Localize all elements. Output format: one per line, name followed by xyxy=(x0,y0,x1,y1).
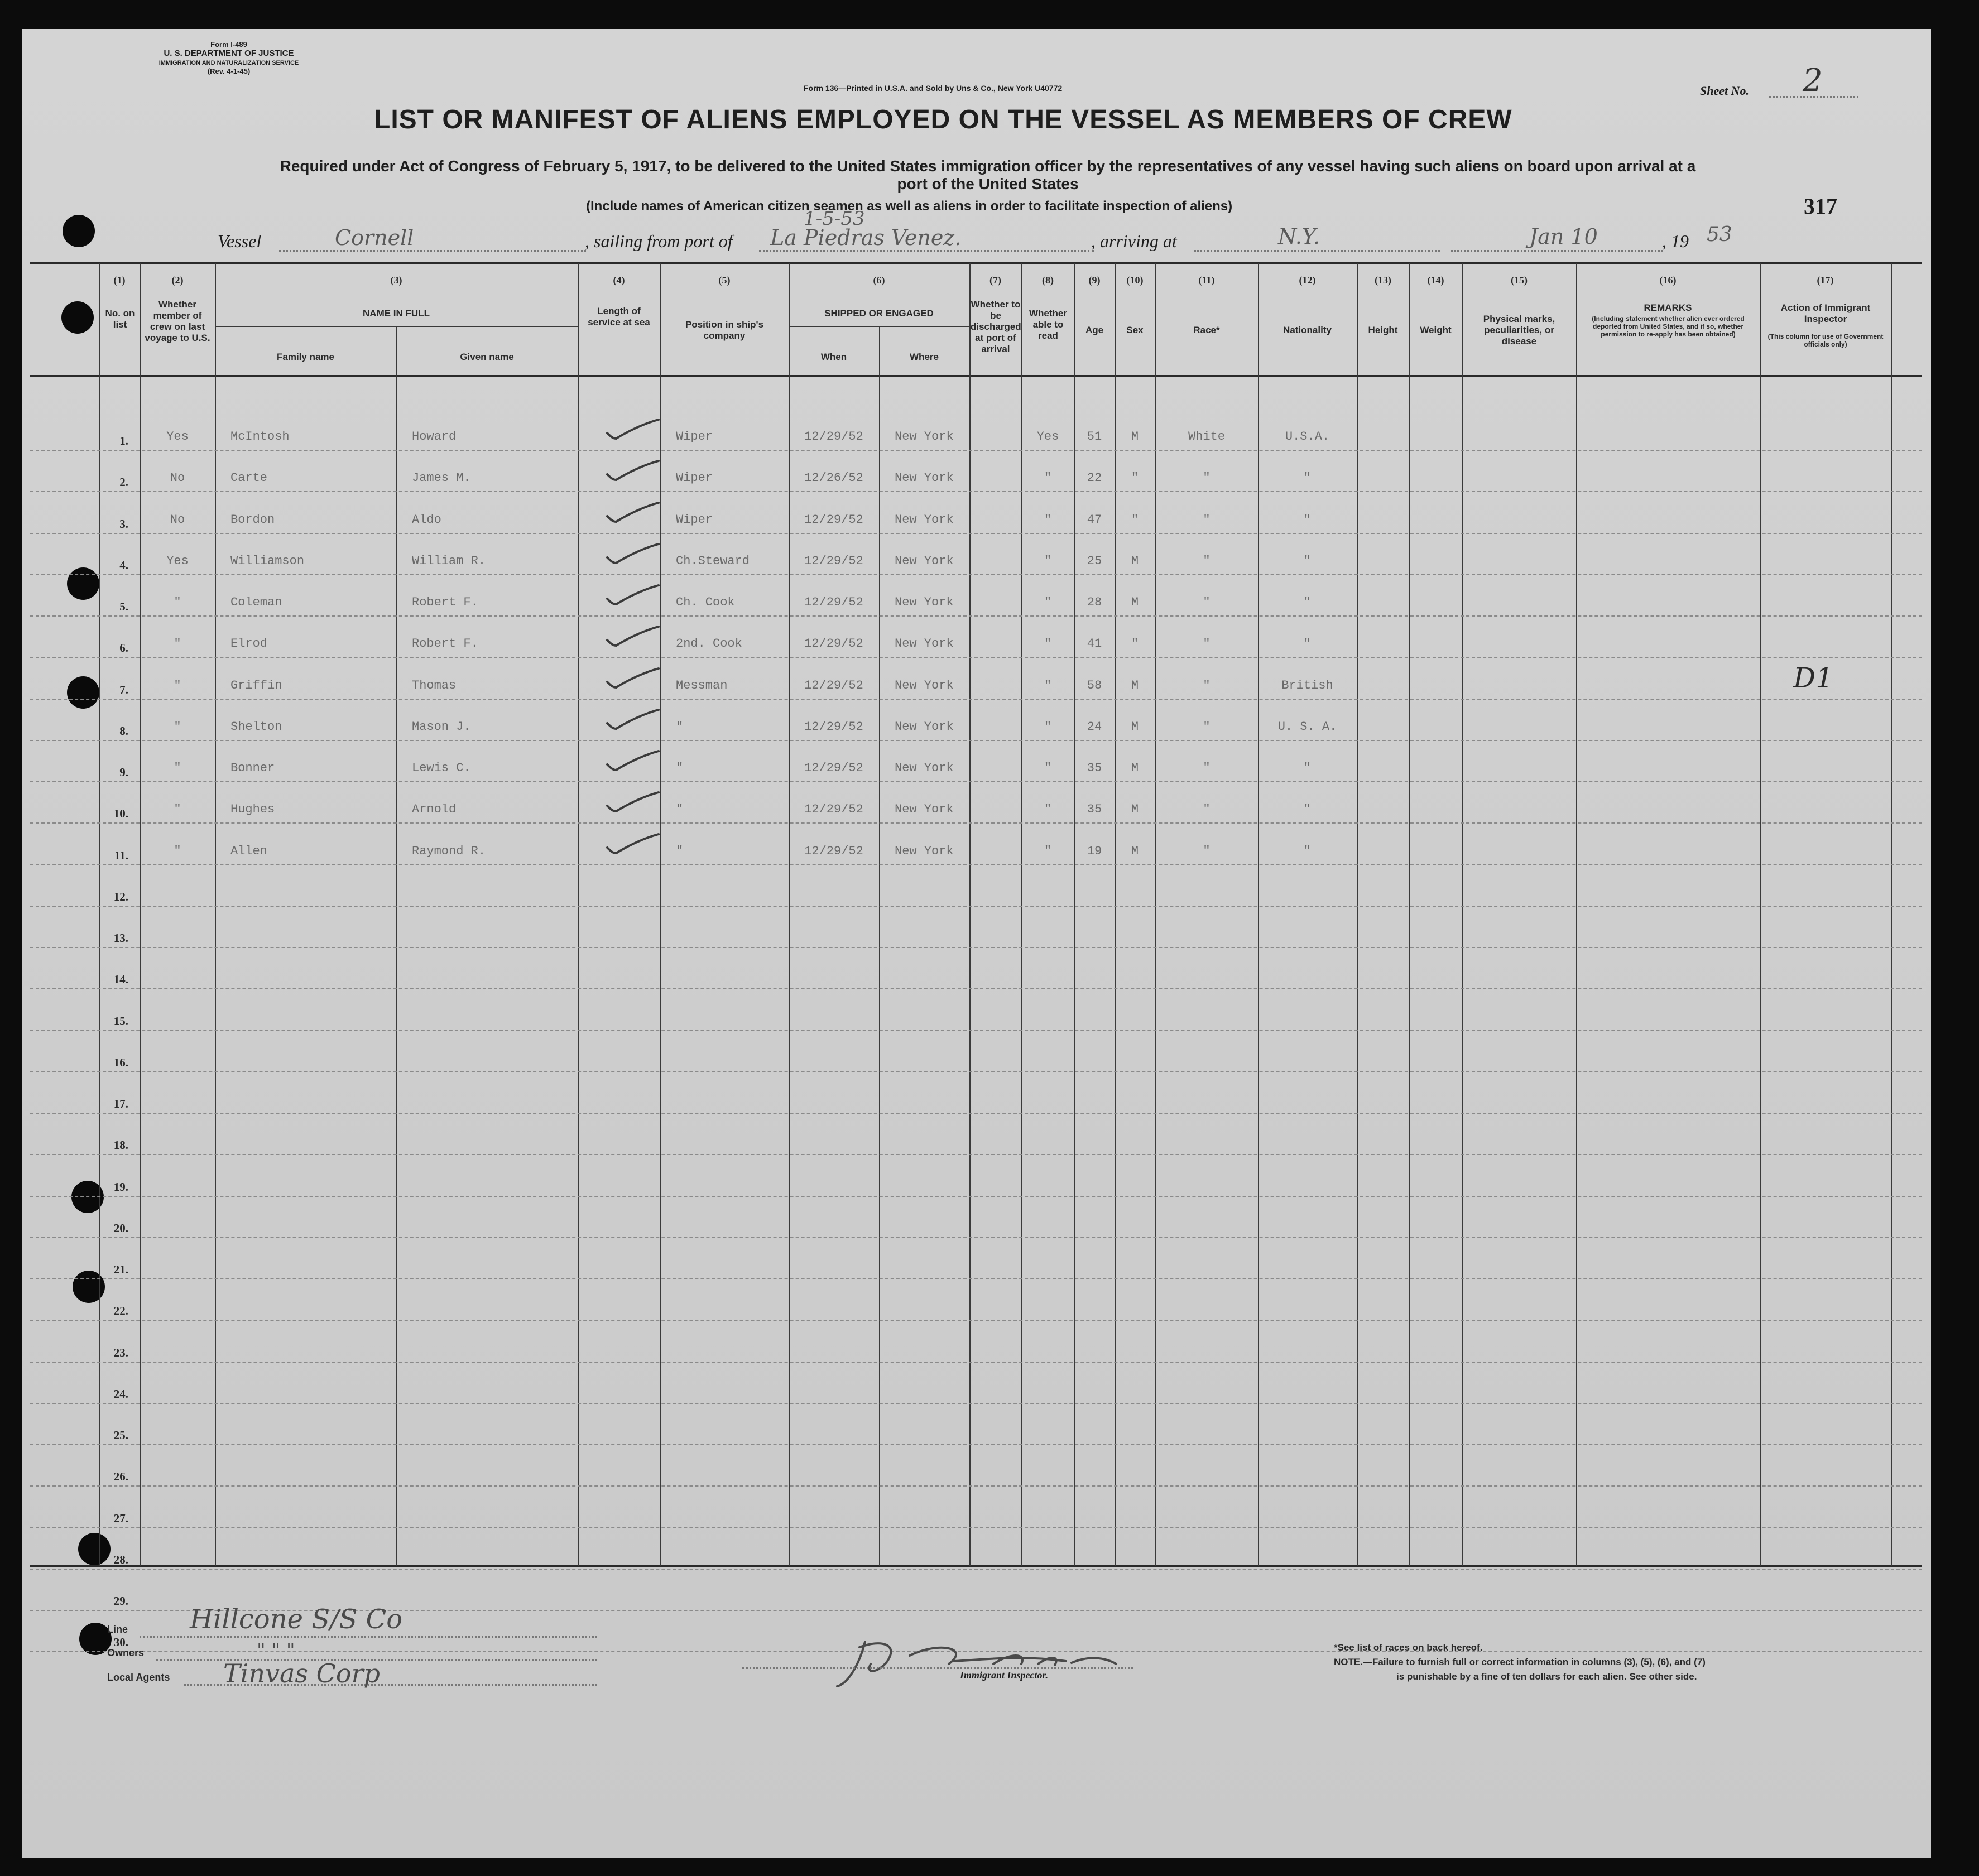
cell-when: 12/29/52 xyxy=(804,678,863,692)
cell-age: 58 xyxy=(1087,678,1102,692)
cell-age: 24 xyxy=(1087,719,1102,734)
cell-where: New York xyxy=(895,554,954,568)
cell-when: 12/26/52 xyxy=(804,471,863,485)
col-num-6: (6) xyxy=(873,275,885,286)
punch-hole xyxy=(63,215,95,247)
arrival-date: Jan 10 xyxy=(1529,224,1598,249)
cell-read: " xyxy=(1044,678,1052,692)
row-rule xyxy=(30,988,1922,989)
checkmark-icon xyxy=(603,458,664,485)
row-number: 17. xyxy=(113,1097,128,1110)
cell-pos: Wiper xyxy=(676,512,713,527)
cell-sex: M xyxy=(1131,430,1139,444)
col-label-weight: Weight xyxy=(1420,325,1452,335)
col-label-crew: Whether member of crew on last voyage to U.S. xyxy=(145,299,210,343)
cell-read: " xyxy=(1044,554,1052,568)
cell-crew: " xyxy=(174,678,181,692)
cell-where: New York xyxy=(895,802,954,817)
revision: (Rev. 4-1-45) xyxy=(207,67,251,75)
cell-pos: " xyxy=(676,719,684,734)
cell-crew: " xyxy=(174,637,181,651)
row-number: 15. xyxy=(113,1014,128,1028)
col-label-nationality: Nationality xyxy=(1283,325,1332,335)
row-rule xyxy=(30,1527,1922,1528)
row-rule xyxy=(30,1278,1922,1279)
cell-given: Mason J. xyxy=(412,719,471,734)
cell-read: " xyxy=(1044,595,1052,609)
arriving-value: N.Y. xyxy=(1278,224,1320,249)
sailing-label: , sailing from port of xyxy=(585,231,733,251)
cell-where: New York xyxy=(895,719,954,734)
cell-pos: " xyxy=(676,761,684,775)
row-rule xyxy=(30,1569,1922,1570)
cell-read: " xyxy=(1044,719,1052,734)
cell-crew: " xyxy=(174,761,181,775)
cell-when: 12/29/52 xyxy=(804,802,863,817)
cell-inspector: D1 xyxy=(1793,661,1833,694)
col-num-3: (3) xyxy=(390,275,402,286)
row-rule xyxy=(30,574,1922,575)
row-number: 20. xyxy=(113,1221,128,1235)
cell-crew: No xyxy=(170,512,185,527)
cell-pos: " xyxy=(676,844,684,858)
race-note: *See list of races on back hereof. xyxy=(1334,1642,1483,1653)
cell-age: 51 xyxy=(1087,430,1102,444)
inspector-label: Immigrant Inspector. xyxy=(960,1670,1049,1681)
agents-value: Tinvas Corp xyxy=(223,1658,380,1689)
cell-where: New York xyxy=(895,471,954,485)
col-label-discharged: Whether to be discharged at port of arrival xyxy=(971,299,1021,354)
cell-family: Coleman xyxy=(230,595,282,609)
row-rule xyxy=(30,1485,1922,1487)
penalty-note-1: NOTE.—Failure to furnish full or correct information in columns (3), (5), (6), and (7) xyxy=(1334,1657,1706,1667)
col-num-16: (16) xyxy=(1659,275,1677,286)
cell-sex: M xyxy=(1131,678,1139,692)
cell-race: " xyxy=(1203,719,1211,734)
cell-age: 22 xyxy=(1087,471,1102,485)
row-number: 24. xyxy=(113,1387,128,1401)
col-num-13: (13) xyxy=(1375,275,1391,286)
row-rule xyxy=(30,657,1922,658)
col-num-15: (15) xyxy=(1511,275,1528,286)
cell-crew: No xyxy=(170,471,185,485)
cell-nat: " xyxy=(1303,554,1312,568)
cell-race: " xyxy=(1203,595,1211,609)
cell-family: Carte xyxy=(230,471,268,485)
row-rule xyxy=(30,1403,1922,1404)
inspector-note: (This column for use of Government officials only) xyxy=(1767,333,1884,348)
department: U. S. DEPARTMENT OF JUSTICE xyxy=(164,49,294,58)
row-number: 16. xyxy=(113,1055,128,1069)
cell-age: 25 xyxy=(1087,554,1102,568)
line-label: Line xyxy=(107,1624,128,1635)
cell-age: 41 xyxy=(1087,637,1102,651)
cell-given: Lewis C. xyxy=(412,761,471,775)
col-num-1: (1) xyxy=(113,275,126,286)
col-num-8: (8) xyxy=(1042,275,1054,286)
subhead-given: Given name xyxy=(460,352,514,362)
row-rule xyxy=(30,699,1922,700)
col-label-no: No. on list xyxy=(105,308,135,330)
col-label-race: Race* xyxy=(1193,325,1220,335)
cell-when: 12/29/52 xyxy=(804,595,863,609)
cell-race: " xyxy=(1203,802,1211,817)
cell-sex: M xyxy=(1131,761,1139,775)
cell-race: " xyxy=(1203,471,1211,485)
col-label-read: Whether able to read xyxy=(1029,308,1067,341)
col-num-14: (14) xyxy=(1427,275,1444,286)
owners-value: " " " xyxy=(257,1639,295,1662)
cell-sex: M xyxy=(1131,719,1139,734)
row-rule xyxy=(30,1320,1922,1321)
cell-where: New York xyxy=(895,512,954,527)
manifest-sheet xyxy=(22,29,1931,1858)
cell-read: " xyxy=(1044,471,1052,485)
row-rule xyxy=(30,906,1922,907)
cell-family: Hughes xyxy=(230,802,275,817)
cell-race: " xyxy=(1203,512,1211,527)
cell-race: " xyxy=(1203,678,1211,692)
cell-where: New York xyxy=(895,595,954,609)
cell-family: Griffin xyxy=(230,678,282,692)
cell-when: 12/29/52 xyxy=(804,430,863,444)
cell-nat: " xyxy=(1303,595,1312,609)
cell-nat: " xyxy=(1303,761,1312,775)
checkmark-icon xyxy=(603,665,664,693)
cell-sex: M xyxy=(1131,595,1139,609)
row-rule xyxy=(30,615,1922,617)
checkmark-icon xyxy=(603,499,664,527)
row-rule xyxy=(30,1362,1922,1363)
page-title: LIST OR MANIFEST OF ALIENS EMPLOYED ON THE VESSEL AS MEMBERS OF CREW xyxy=(374,105,1512,134)
row-number: 10. xyxy=(113,807,128,821)
cell-age: 28 xyxy=(1087,595,1102,609)
cell-when: 12/29/52 xyxy=(804,554,863,568)
row-number: 8. xyxy=(119,724,128,738)
row-rule xyxy=(30,1237,1922,1238)
cell-family: Bonner xyxy=(230,761,275,775)
cell-nat: U.S.A. xyxy=(1285,430,1330,444)
cell-pos: Wiper xyxy=(676,430,713,444)
checkmark-icon xyxy=(603,789,664,817)
subhead-where: Where xyxy=(910,352,939,362)
cell-when: 12/29/52 xyxy=(804,844,863,858)
row-number: 5. xyxy=(119,600,128,613)
cell-sex: M xyxy=(1131,802,1139,817)
row-rule xyxy=(30,491,1922,492)
col-num-9: (9) xyxy=(1088,275,1101,286)
year-value: 53 xyxy=(1707,223,1732,246)
cell-pos: 2nd. Cook xyxy=(676,637,742,651)
sailing-date: 1-5-53 xyxy=(804,208,865,230)
row-rule xyxy=(30,1154,1922,1155)
sailing-port-value: La Piedras Venez. xyxy=(770,225,962,250)
cell-age: 35 xyxy=(1087,761,1102,775)
cell-given: Robert F. xyxy=(412,595,478,609)
row-number: 11. xyxy=(114,848,128,862)
cell-read: " xyxy=(1044,637,1052,651)
row-number: 14. xyxy=(113,973,128,987)
cell-given: William R. xyxy=(412,554,486,568)
row-number: 18. xyxy=(113,1138,128,1152)
row-rule xyxy=(30,533,1922,534)
col-num-11: (11) xyxy=(1198,275,1215,286)
cell-given: Raymond R. xyxy=(412,844,486,858)
cell-when: 12/29/52 xyxy=(804,761,863,775)
cell-given: Robert F. xyxy=(412,637,478,651)
row-number: 6. xyxy=(119,641,128,655)
cell-pos: Ch. Cook xyxy=(676,595,735,609)
checkmark-icon xyxy=(603,706,664,734)
cell-when: 12/29/52 xyxy=(804,512,863,527)
row-number: 19. xyxy=(113,1180,128,1194)
cell-nat: British xyxy=(1281,678,1333,692)
row-number: 21. xyxy=(113,1263,128,1276)
row-rule xyxy=(30,1196,1922,1197)
cell-crew: " xyxy=(174,802,181,817)
row-rule xyxy=(30,740,1922,741)
cell-race: " xyxy=(1203,637,1211,651)
cell-sex: " xyxy=(1131,637,1139,651)
vessel-label: Vessel xyxy=(218,231,262,251)
row-rule xyxy=(30,1444,1922,1445)
row-number: 3. xyxy=(119,517,128,531)
cell-pos: Messman xyxy=(676,678,728,692)
checkmark-icon xyxy=(603,416,664,444)
punch-hole xyxy=(67,676,99,709)
cell-age: 35 xyxy=(1087,802,1102,817)
line-value: Hillcone S/S Co xyxy=(190,1604,403,1635)
row-rule xyxy=(30,1113,1922,1114)
cell-nat: " xyxy=(1303,471,1312,485)
cell-given: Thomas xyxy=(412,678,457,692)
remarks-note: (Including statement whether alien ever ordered deported from United States, and if so, whether permission to re-apply has been obtained) xyxy=(1592,315,1745,338)
subhead-family: Family name xyxy=(277,352,334,362)
subtitle-port: port of the United States xyxy=(897,175,1079,193)
subtitle-include: (Include names of American citizen seamen as well as aliens in order to facilitate inspection of aliens) xyxy=(586,199,1233,214)
checkmark-icon xyxy=(603,541,664,569)
col-label-physical: Physical marks, peculiarities, or disease xyxy=(1483,314,1555,347)
cell-given: Howard xyxy=(412,430,457,444)
cell-read: " xyxy=(1044,802,1052,817)
cell-age: 19 xyxy=(1087,844,1102,858)
row-rule xyxy=(30,1071,1922,1072)
col-num-5: (5) xyxy=(718,275,731,286)
cell-where: New York xyxy=(895,844,954,858)
cell-nat: " xyxy=(1303,637,1312,651)
row-number: 2. xyxy=(119,475,128,489)
col-label-sex: Sex xyxy=(1126,325,1144,335)
cell-given: Aldo xyxy=(412,512,441,527)
row-number: 13. xyxy=(113,931,128,945)
cell-when: 12/29/52 xyxy=(804,719,863,734)
row-rule xyxy=(30,781,1922,782)
col-num-12: (12) xyxy=(1299,275,1316,286)
cell-where: New York xyxy=(895,761,954,775)
cell-race: " xyxy=(1203,761,1211,775)
cell-sex: " xyxy=(1131,512,1139,527)
col-label-remarks: REMARKS xyxy=(1644,302,1692,313)
vessel-value: Cornell xyxy=(335,225,414,250)
subhead-when: When xyxy=(820,352,847,362)
cell-read: " xyxy=(1044,844,1052,858)
cell-where: New York xyxy=(895,678,954,692)
cell-nat: U. S. A. xyxy=(1277,719,1337,734)
sheet-number-value: 2 xyxy=(1803,62,1823,99)
cell-pos: Wiper xyxy=(676,471,713,485)
subtitle-act: Required under Act of Congress of February 5, 1917, to be delivered to the United States immigration officer by the representatives of any vessel having such aliens on board upon arrival at a xyxy=(280,157,1696,175)
row-rule xyxy=(30,450,1922,451)
col-label-service: Length of service at sea xyxy=(588,306,650,328)
penalty-note-2: is punishable by a fine of ten dollars for each alien. See other side. xyxy=(1396,1671,1697,1682)
row-number: 29. xyxy=(113,1594,128,1608)
year-prefix: , 19 xyxy=(1662,231,1689,251)
cell-race: " xyxy=(1203,844,1211,858)
cell-nat: " xyxy=(1303,844,1312,858)
cell-family: Elrod xyxy=(230,637,268,651)
cell-family: Williamson xyxy=(230,554,305,568)
row-number: 28. xyxy=(113,1552,128,1566)
cell-family: Allen xyxy=(230,844,268,858)
cell-pos: " xyxy=(676,802,684,817)
row-number: 1. xyxy=(119,434,128,448)
cell-race: White xyxy=(1188,430,1225,444)
row-number: 30. xyxy=(113,1636,128,1649)
checkmark-icon xyxy=(603,748,664,776)
cell-age: 47 xyxy=(1087,512,1102,527)
row-number: 22. xyxy=(113,1304,128,1318)
owners-label: Owners xyxy=(107,1647,145,1658)
cell-race: " xyxy=(1203,554,1211,568)
cell-family: McIntosh xyxy=(230,430,290,444)
row-number: 4. xyxy=(119,558,128,572)
inspector-signature xyxy=(826,1630,1139,1692)
checkmark-icon xyxy=(603,831,664,859)
checkmark-icon xyxy=(603,623,664,651)
cell-given: Arnold xyxy=(412,802,457,817)
row-number: 12. xyxy=(113,889,128,903)
row-number: 27. xyxy=(113,1511,128,1525)
cell-sex: M xyxy=(1131,844,1139,858)
cell-read: Yes xyxy=(1036,430,1059,444)
cell-crew: " xyxy=(174,595,181,609)
row-number: 26. xyxy=(113,1470,128,1484)
row-number: 23. xyxy=(113,1345,128,1359)
row-rule xyxy=(30,947,1922,948)
arriving-label: , arriving at xyxy=(1091,231,1177,251)
cell-sex: " xyxy=(1131,471,1139,485)
form-number: Form I-489 xyxy=(210,40,247,49)
col-label-inspector: Action of Immigrant Inspector xyxy=(1780,302,1871,324)
col-label-name: NAME IN FULL xyxy=(363,308,430,319)
checkmark-icon xyxy=(603,582,664,610)
cell-crew: " xyxy=(174,719,181,734)
cell-crew: Yes xyxy=(166,554,189,568)
col-label-age: Age xyxy=(1085,325,1104,335)
row-rule xyxy=(30,822,1922,824)
punch-hole xyxy=(73,1271,105,1303)
cell-where: New York xyxy=(895,430,954,444)
punch-hole xyxy=(61,301,94,334)
row-number: 7. xyxy=(119,682,128,696)
cell-read: " xyxy=(1044,512,1052,527)
col-num-17: (17) xyxy=(1817,275,1834,286)
page-number: 317 xyxy=(1804,194,1837,219)
agents-label: Local Agents xyxy=(107,1672,170,1683)
printer-note: Form 136—Printed in U.S.A. and Sold by Uns & Co., New York U40772 xyxy=(804,84,1063,93)
punch-hole xyxy=(67,567,99,600)
col-label-height: Height xyxy=(1368,325,1398,335)
sheet-number-label: Sheet No. xyxy=(1700,84,1749,98)
cell-nat: " xyxy=(1303,802,1312,817)
cell-pos: Ch.Steward xyxy=(676,554,750,568)
row-rule xyxy=(30,1030,1922,1031)
cell-nat: " xyxy=(1303,512,1312,527)
cell-where: New York xyxy=(895,637,954,651)
cell-family: Shelton xyxy=(230,719,282,734)
row-number: 25. xyxy=(113,1428,128,1442)
cell-family: Bordon xyxy=(230,512,275,527)
cell-crew: Yes xyxy=(166,430,189,444)
col-num-4: (4) xyxy=(613,275,625,286)
col-num-2: (2) xyxy=(171,275,184,286)
service: IMMIGRATION AND NATURALIZATION SERVICE xyxy=(158,60,299,66)
cell-given: James M. xyxy=(412,471,471,485)
col-num-7: (7) xyxy=(990,275,1001,286)
col-label-position: Position in ship's company xyxy=(685,319,764,341)
cell-read: " xyxy=(1044,761,1052,775)
row-number: 9. xyxy=(119,766,128,779)
cell-sex: M xyxy=(1131,554,1139,568)
cell-crew: " xyxy=(174,844,181,858)
cell-when: 12/29/52 xyxy=(804,637,863,651)
col-num-10: (10) xyxy=(1126,275,1144,286)
col-label-shipped: SHIPPED OR ENGAGED xyxy=(824,308,934,319)
row-rule xyxy=(30,864,1922,865)
